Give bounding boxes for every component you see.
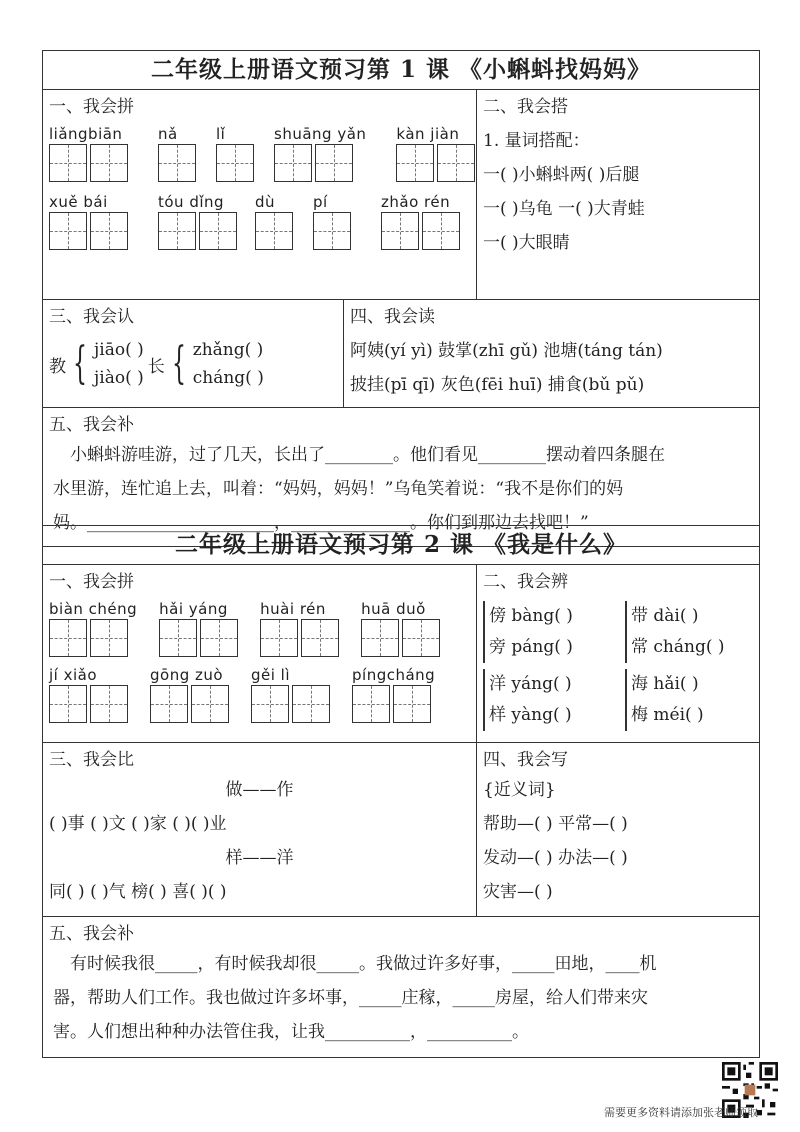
writing-box[interactable] (199, 212, 237, 250)
pinyin-row (49, 192, 470, 250)
section-heading: 一、我会拼 (49, 572, 134, 592)
writing-box[interactable] (396, 144, 434, 182)
writing-box[interactable] (422, 212, 460, 250)
fill-line[interactable]: 一( )小蝌蚪两( )后腿 (483, 165, 640, 185)
pinyin-text: kàn jiàn (396, 125, 460, 143)
read-line[interactable]: 披挂(pī qī) 灰色(fēi huī) 捕食(bǔ pǔ) (350, 375, 645, 395)
lesson2-row2 (43, 743, 759, 917)
word-pair: 做——作 (225, 780, 294, 800)
brace-icon: { (171, 338, 186, 389)
fill-line[interactable]: zhǎng( ) (192, 340, 264, 360)
lesson2-write-section (477, 743, 759, 916)
writing-box[interactable] (393, 685, 431, 723)
pinyin-group (352, 665, 435, 723)
pinyin-group (260, 599, 339, 657)
lesson1-measure-section (477, 90, 759, 299)
paragraph-line[interactable]: 器，帮助人们工作。我也做过许多坏事，_____庄稼，_____房屋，给人们带来灾 (53, 988, 648, 1008)
writing-box[interactable] (313, 212, 351, 250)
pinyin-row (49, 124, 470, 182)
fill-line[interactable]: 同( ) ( )气 榜( ) 喜( )( ) (49, 882, 227, 902)
paragraph-line[interactable]: 有时候我很_____，有时候我却很_____。我做过许多好事，_____田地，____机 (70, 954, 657, 974)
lesson1-row1 (43, 90, 759, 300)
writing-box[interactable] (90, 212, 128, 250)
lesson2-distinguish-section (477, 565, 759, 742)
writing-box[interactable] (159, 619, 197, 657)
writing-box[interactable] (361, 619, 399, 657)
fill-line[interactable]: 灾害—( ) (483, 882, 553, 902)
section-heading: 五、我会补 (49, 415, 134, 435)
writing-box[interactable] (301, 619, 339, 657)
lesson2-sheet (42, 525, 760, 1058)
fill-line[interactable]: 一( )乌龟 一( )大青蛙 (483, 199, 645, 219)
fill-line[interactable]: 发动—( ) 办法—( ) (483, 848, 628, 868)
writing-box[interactable] (315, 144, 353, 182)
polyphone-char: 教 (49, 356, 66, 377)
pinyin-group (274, 124, 366, 182)
writing-box[interactable] (255, 212, 293, 250)
pinyin-group (49, 192, 128, 250)
lesson2-compare-section (43, 743, 477, 916)
paragraph-line[interactable]: 害。人们想出种种办法管住我，让我__________，__________。 (53, 1022, 529, 1042)
pinyin-group (255, 192, 293, 250)
pinyin-group (49, 665, 128, 723)
pinyin-group (158, 124, 196, 182)
pinyin-group (158, 192, 237, 250)
pinyin-text: shuāng yǎn (274, 125, 367, 143)
fill-line[interactable]: jiāo( ) (94, 340, 144, 360)
pinyin-group (313, 192, 351, 250)
writing-box[interactable] (49, 685, 87, 723)
lesson1-title: 二年级上册语文预习第 1 课 《小蝌蚪找妈妈》 (43, 51, 759, 90)
fill-line[interactable]: jiào( ) (94, 368, 144, 388)
pinyin-text: gōng zuò (150, 666, 224, 684)
lesson2-row1 (43, 565, 759, 743)
fill-line[interactable]: 旁 páng( ) (489, 637, 573, 657)
pinyin-group (396, 124, 475, 182)
writing-box[interactable] (216, 144, 254, 182)
section-heading: 四、我会读 (350, 307, 435, 327)
pinyin-group (381, 192, 460, 250)
writing-box[interactable] (292, 685, 330, 723)
word-pair: 样——洋 (225, 848, 294, 868)
fill-line[interactable]: 一( )大眼睛 (483, 233, 570, 253)
fill-line[interactable]: 帮助—( ) 平常—( ) (483, 814, 628, 834)
section-heading: 一、我会拼 (49, 97, 134, 117)
section-heading: 五、我会补 (49, 924, 134, 944)
pinyin-text: huài rén (260, 600, 326, 618)
writing-box[interactable] (158, 144, 196, 182)
fill-line[interactable]: 洋 yáng( ) (489, 674, 572, 694)
writing-box[interactable] (274, 144, 312, 182)
brace-icon: { (73, 338, 87, 389)
pinyin-text: tóu dǐng (158, 193, 225, 211)
pinyin-text: lǐ (216, 125, 226, 143)
pinyin-group (216, 124, 254, 182)
fill-line[interactable]: 傍 bàng( ) (489, 606, 573, 626)
section-heading: 四、我会写 (483, 750, 568, 770)
lesson2-fill-section (43, 917, 759, 1057)
fill-line[interactable]: cháng( ) (192, 368, 264, 388)
pinyin-group (361, 599, 440, 657)
pinyin-group (49, 599, 137, 657)
pinyin-text: liǎngbiān (49, 125, 123, 143)
fill-line[interactable]: 样 yàng( ) (489, 705, 572, 725)
writing-box[interactable] (437, 144, 475, 182)
pinyin-group (49, 124, 128, 182)
paragraph-line[interactable]: 小蝌蚪游哇游，过了几天，长出了________。他们看见________摆动着四条腿在 (70, 445, 665, 465)
writing-box[interactable] (90, 619, 128, 657)
writing-box[interactable] (150, 685, 188, 723)
writing-box[interactable] (90, 144, 128, 182)
writing-box[interactable] (49, 619, 87, 657)
writing-box[interactable] (402, 619, 440, 657)
writing-box[interactable] (200, 619, 238, 657)
pinyin-group (150, 665, 229, 723)
lesson1-recognize-section (43, 300, 344, 407)
writing-box[interactable] (381, 212, 419, 250)
fill-line[interactable]: 带 dài( ) (631, 606, 699, 626)
pinyin-text: hǎi yáng (159, 600, 228, 618)
section-heading: 二、我会辨 (483, 572, 568, 592)
pinyin-text: pí (313, 193, 328, 211)
section-heading: 三、我会比 (49, 750, 134, 770)
lesson2-pinyin-section (43, 565, 477, 742)
writing-box[interactable] (191, 685, 229, 723)
writing-box[interactable] (260, 619, 298, 657)
writing-box[interactable] (352, 685, 390, 723)
fill-line[interactable]: 梅 méi( ) (631, 705, 704, 725)
fill-line[interactable]: ( )事 ( )文 ( )家 ( )( )业 (49, 814, 227, 834)
fill-line[interactable]: 海 hǎi( ) (631, 674, 699, 694)
writing-box[interactable] (251, 685, 289, 723)
pinyin-text: jí xiǎo (49, 666, 98, 684)
read-line[interactable]: 阿姨(yí yì) 鼓掌(zhī gǔ) 池塘(táng tán) (350, 341, 663, 361)
lesson2-title: 二年级上册语文预习第 2 课 《我是什么》 (43, 526, 759, 565)
writing-box[interactable] (49, 212, 87, 250)
pinyin-text: biàn chéng (49, 600, 138, 618)
section-heading: 三、我会认 (49, 307, 134, 327)
pinyin-row (49, 665, 470, 723)
pinyin-text: dù (255, 193, 276, 211)
sub-heading: {近义词} (483, 780, 556, 800)
lesson1-row2 (43, 300, 759, 408)
pinyin-row (49, 599, 470, 657)
section-heading: 二、我会搭 (483, 97, 568, 117)
lesson1-read-section (344, 300, 759, 407)
pinyin-text: zhǎo rén (381, 193, 451, 211)
footer-note: 需要更多资料请添加张老师领取 (604, 1106, 758, 1119)
writing-box[interactable] (49, 144, 87, 182)
lesson2-row3 (43, 917, 759, 1057)
writing-box[interactable] (158, 212, 196, 250)
lesson1-sheet (42, 50, 760, 547)
pinyin-text: píngcháng (352, 666, 436, 684)
fill-line[interactable]: 常 cháng( ) (631, 637, 725, 657)
pinyin-text: huā duǒ (361, 600, 426, 618)
pinyin-group (159, 599, 238, 657)
pinyin-text: nǎ (158, 125, 178, 143)
pinyin-text: xuě bái (49, 193, 108, 211)
pinyin-text: gěi lì (251, 666, 291, 684)
pinyin-group (251, 665, 330, 723)
paragraph-line[interactable]: 妈。______________________，______________。你们到那边去找吧！” (53, 513, 589, 533)
writing-box[interactable] (90, 685, 128, 723)
lesson1-pinyin-section (43, 90, 477, 299)
polyphone-char: 长 (147, 356, 165, 377)
paragraph-line[interactable]: 水里游，连忙追上去，叫着：“妈妈，妈妈！”乌龟笑着说：“我不是你们的妈 (53, 479, 624, 499)
sub-heading: 1. 量词搭配： (483, 131, 590, 151)
